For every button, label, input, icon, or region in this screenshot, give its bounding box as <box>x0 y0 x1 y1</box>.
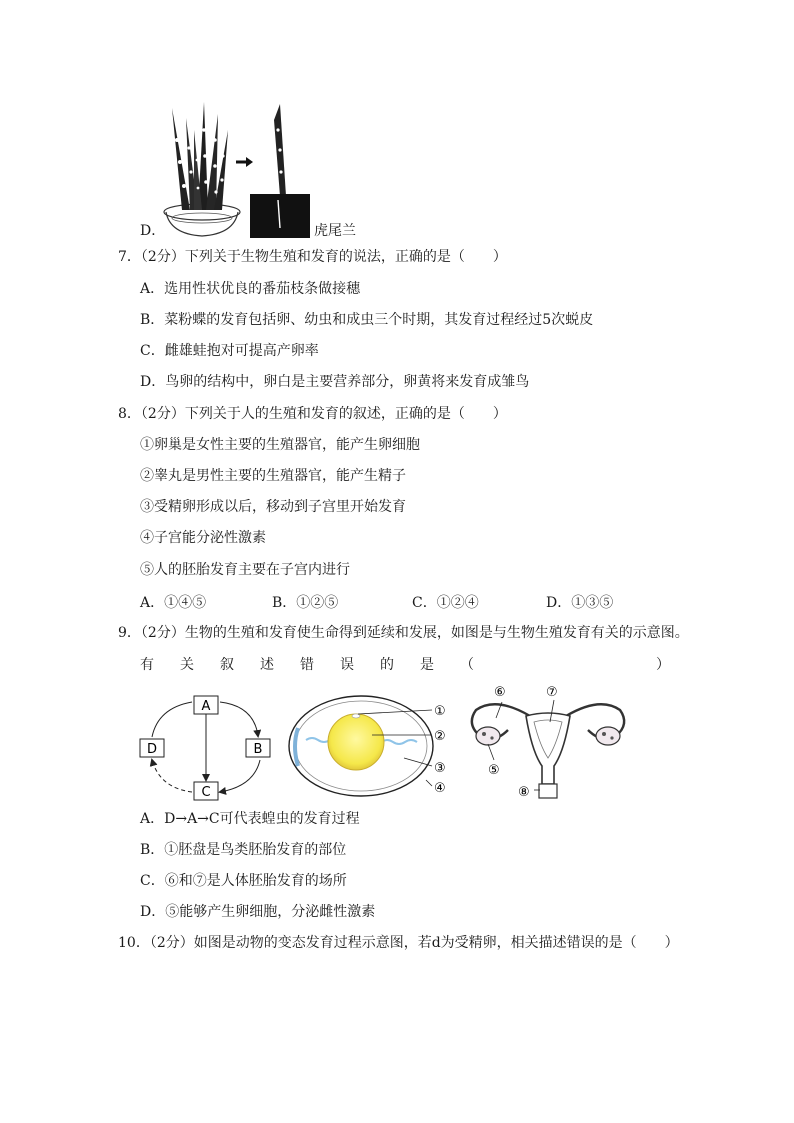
q7-option-b: B．菜粉蝶的发育包括卵、幼虫和成虫三个时期，其发育过程经过5次蜕皮 <box>140 312 594 328</box>
uterus-label-7: ⑦ <box>546 685 558 700</box>
q6-option-d-caption: 虎尾兰 <box>314 223 356 239</box>
cycle-label-d: D <box>146 742 158 757</box>
q9-stem-char: 述 <box>260 657 274 673</box>
q9-stem-char: 是 <box>420 657 434 673</box>
q8-statement-5: ⑤人的胚胎发育主要在子宫内进行 <box>140 562 350 578</box>
q8-statement-1: ①卵巢是女性主要的生殖器官，能产生卵细胞 <box>140 437 420 453</box>
life-cycle-diagram <box>140 696 270 800</box>
q9-stem-char: 叙 <box>220 657 234 673</box>
q7-option-d: D．鸟卵的结构中，卵白是主要营养部分，卵黄将来发育成雏鸟 <box>140 374 530 390</box>
snake-plant-illustration <box>160 100 320 240</box>
egg-label-3: ③ <box>434 761 446 776</box>
q7-stem: 7．（2分）下列关于生物生殖和发育的说法，正确的是（ ） <box>118 249 507 265</box>
q8-statement-3: ③受精卵形成以后，移动到子宫里开始发育 <box>140 499 406 515</box>
cycle-label-a: A <box>201 699 211 714</box>
q9-stem: 9．（2分）生物的生殖和发育使生命得到延续和发展，如图是与生物生殖发育有关的示意图。 <box>118 625 689 641</box>
q9-stem-char: （ <box>460 657 474 673</box>
egg-label-4: ④ <box>434 781 446 796</box>
q9-stem-char: 有 <box>140 657 154 673</box>
egg-label-2: ② <box>434 729 446 744</box>
uterus-diagram <box>472 685 624 800</box>
uterus-label-5: ⑤ <box>488 763 500 778</box>
q9-stem-char: 错 <box>300 657 314 673</box>
q8-statement-4: ④子宫能分泌性激素 <box>140 530 266 546</box>
q9-figures-svg <box>136 680 656 804</box>
q9-stem-line2 <box>140 654 670 674</box>
q9-option-a: A．D→A→C可代表蝗虫的发育过程 <box>140 811 360 827</box>
q8-option-c: C．①②④ <box>412 595 479 611</box>
snake-plant-figure <box>160 100 320 240</box>
egg-label-1: ① <box>434 704 446 719</box>
q8-option-d: D．①③⑤ <box>546 595 614 611</box>
q9-stem-char: 关 <box>180 657 194 673</box>
q8-option-b: B．①②⑤ <box>272 595 339 611</box>
q7-option-a: A．选用性状优良的番茄枝条做接穗 <box>140 281 361 297</box>
q9-stem-char: 的 <box>380 657 394 673</box>
q9-stem-char: ） <box>656 657 670 673</box>
uterus-label-8: ⑧ <box>518 785 530 800</box>
q8-stem: 8．（2分）下列关于人的生殖和发育的叙述，正确的是（ ） <box>118 406 507 422</box>
q9-option-b: B．①胚盘是鸟类胚胎发育的部位 <box>140 842 347 858</box>
q8-statement-2: ②睾丸是男性主要的生殖器官，能产生精子 <box>140 468 406 484</box>
cycle-label-b: B <box>253 742 263 757</box>
q8-option-a: A．①④⑤ <box>140 595 207 611</box>
q9-option-c: C．⑥和⑦是人体胚胎发育的场所 <box>140 873 347 889</box>
uterus-label-6: ⑥ <box>494 685 506 700</box>
cycle-label-c: C <box>201 785 211 800</box>
bird-egg-diagram <box>289 696 446 796</box>
q7-option-c: C．雌雄蛙抱对可提高产卵率 <box>140 343 319 359</box>
q9-figures <box>136 680 656 804</box>
q6-option-d-letter: D． <box>140 223 166 239</box>
q9-stem-char: 误 <box>340 657 354 673</box>
q9-option-d: D．⑤能够产生卵细胞，分泌雌性激素 <box>140 904 376 920</box>
q10-stem: 10．（2分）如图是动物的变态发育过程示意图，若d为受精卵，相关描述错误的是（ ） <box>118 935 679 951</box>
